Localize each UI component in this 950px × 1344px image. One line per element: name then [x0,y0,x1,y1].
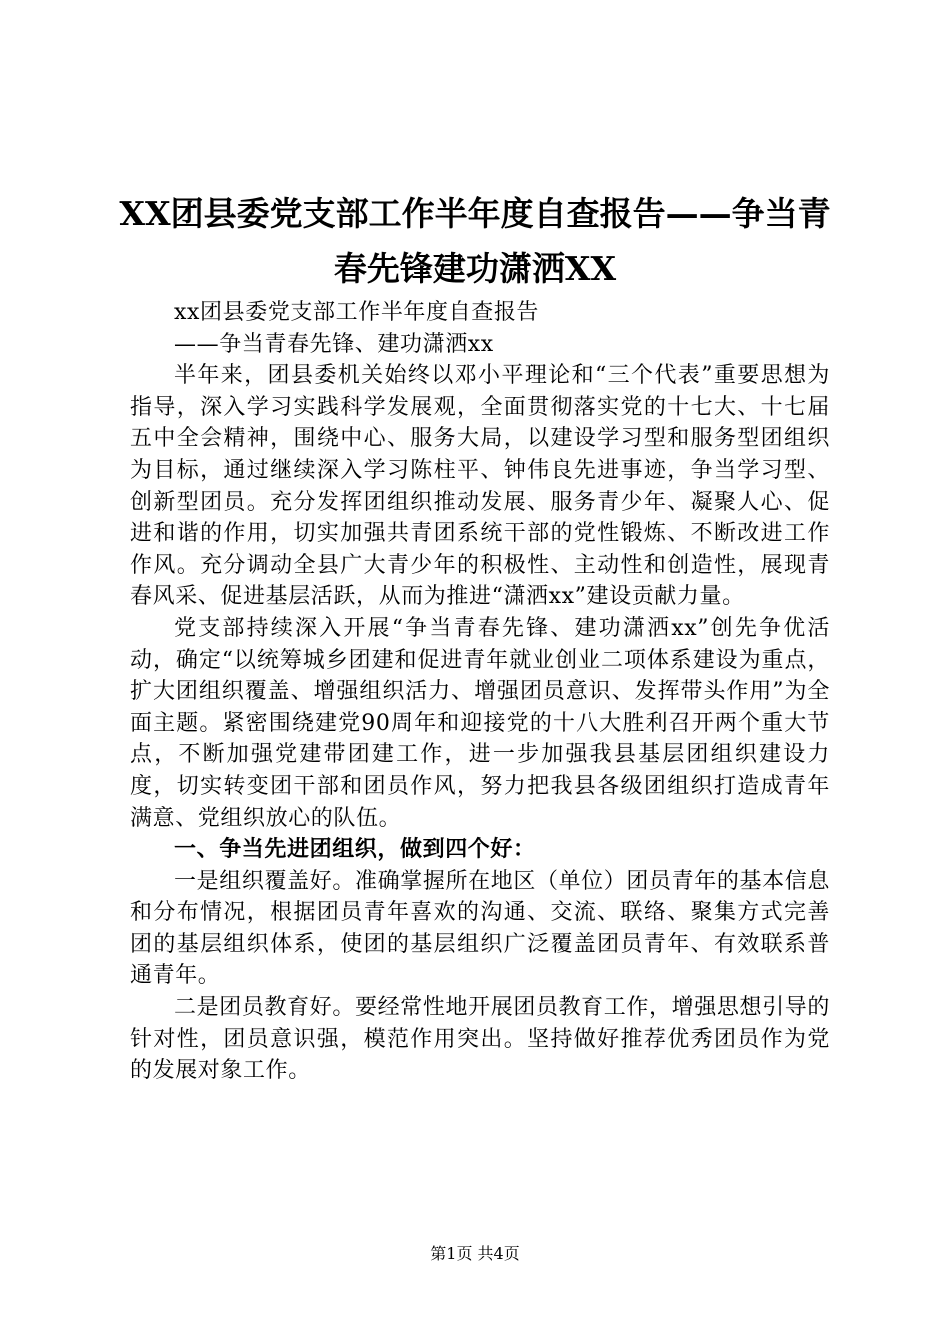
page-footer: 第1页 共4页 [430,1244,520,1263]
paragraph: 半年来，团县委机关始终以邓小平理论和“三个代表”重要思想为指导，深入学习实践科学发展观，全面贯彻落实党的十七大、十七届五中全会精神，围绕中心、服务大局，以建设学习型和服务型团组织为目标，通过继续深入学习陈柱平、钟伟良先进事迹，争当学习型、创新型团员。充分发挥团组织推动发展、服务青少年、凝聚人心、促进和谐的作用，切实加强共青团系统干部的党性锻炼、不断改进工作作风。充分调动全县广大青少年的积极性、主动性和创造性，展现青春风采、促进基层活跃，从而为推进“潇洒xx”建设贡献力量。 [130,363,830,610]
paragraph: 一是组织覆盖好。准确掌握所在地区（单位）团员青年的基本信息和分布情况，根据团员青年喜欢的沟通、交流、联络、聚集方式完善团的基层组织体系，使团的基层组织广泛覆盖团员青年、有效联系普通青年。 [130,868,830,989]
paragraph: xx团县委党支部工作半年度自查报告 [174,300,540,325]
document-title: XX团县委党支部工作半年度自查报告——争当青春先锋建功潇洒XX [119,194,831,288]
paragraph: 二是团员教育好。要经常性地开展团员教育工作，增强思想引导的针对性，团员意识强，模范作用突出。坚持做好推荐优秀团员作为党的发展对象工作。 [130,995,830,1084]
document-body [130,297,830,1087]
paragraph: 党支部持续深入开展“争当青春先锋、建功潇洒xx”创先争优活动，确定“以统筹城乡团建和促进青年就业创业二项体系建设为重点，扩大团组织覆盖、增强组织活力、增强团员意识、发挥带头作用”为全面主题。紧密围绕建党90周年和迎接党的十八大胜利召开两个重大节点，不断加强党建带团建工作，进一步加强我县基层团组织建设力度，切实转变团干部和团员作风，努力把我县各级团组织打造成青年满意、党组织放心的队伍。 [130,615,830,831]
section-heading: 一、争当先进团组织，做到四个好： [174,836,536,863]
paragraph: ——争当青春先锋、建功潇洒xx [174,331,494,357]
